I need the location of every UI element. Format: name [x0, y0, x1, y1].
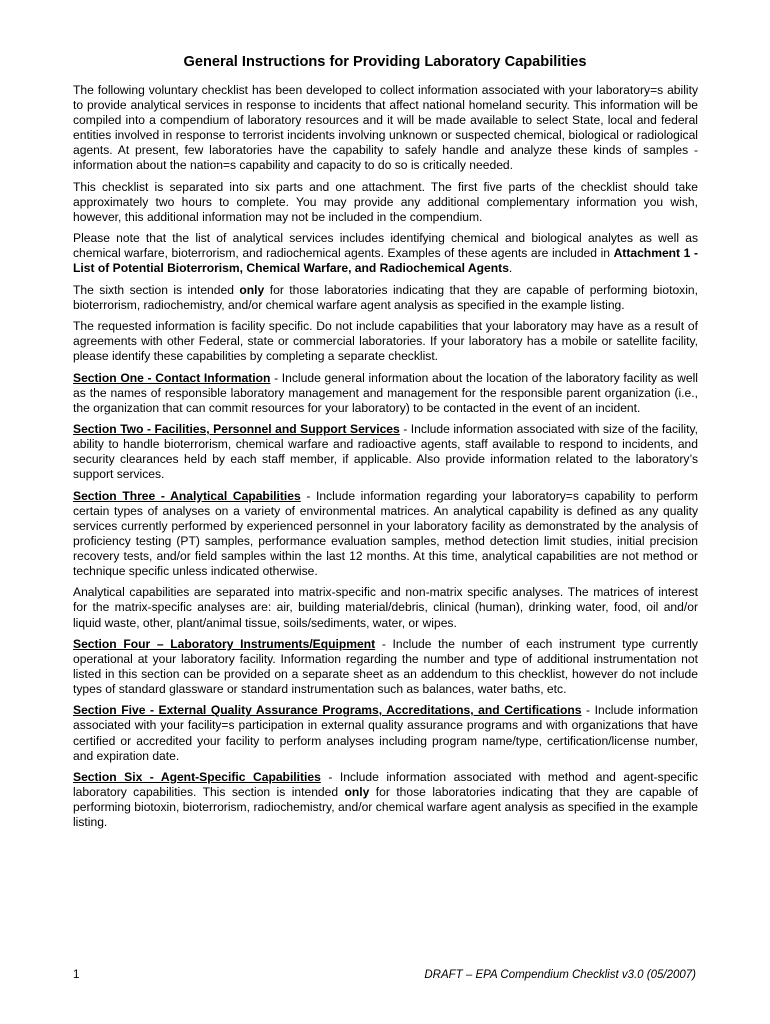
note-paragraph	[73, 231, 698, 276]
sixth-post: for those laboratories indicating that they are capable of performing biotoxin, bioterrorism, radiochemistry, and/or chemical warfare agent analysis as specified in the example listing.	[73, 282, 698, 312]
section-two-text: - Include information associated with size of the facility, ability to handle bioterrorism, chemical warfare and radioactive agents, staff available to respond to incidents, and security clearances held by each staff member, if applicable. Also provide information related to the laboratory’s support services.	[73, 422, 698, 482]
note-text: Please note that the list of analytical services includes identifying chemical and biological analytes as well as chemical warfare, bioterrorism, and radiochemical agents. Examples of these agents are included in	[73, 231, 698, 261]
section-three-heading: Section Three - Analytical Capabilities	[73, 488, 301, 503]
section-three	[73, 489, 698, 580]
matrices-paragraph: Analytical capabilities are separated into matrix-specific and non-matrix specific analyses. The matrices of interest for the matrix-specific analyses are: air, building material/debris, clinical (human), drinking water, food, oil and/or liquid waste, other, plant/animal tissue, soils/sediments, water, or wipes.	[73, 585, 698, 630]
document-body	[73, 83, 698, 836]
section-six-only: only	[344, 785, 370, 799]
facility-paragraph: The requested information is facility specific. Do not include capabilities that your laboratory may have as a result of agreements with other Federal, state or commercial laboratories. If your laboratory has a mobile or satellite facility, please identify these capabilities by completing a separate checklist.	[73, 319, 698, 364]
section-five	[73, 703, 698, 763]
section-three-text: - Include information regarding your laboratory=s capability to perform certain types of analyses on a variety of environmental matrices. An analytical capability is defined as any quality services currently performed by experienced personnel in your laboratory facility as demonstrated by the analysis of proficiency testing (PT) samples, performance evaluation samples, method detection limit studies, initial precision recovery tests, and/or field samples within the last 12 months. At this time, analytical capabilities are not method or technique specific unless indicated otherwise.	[73, 488, 698, 579]
section-five-heading: Section Five - External Quality Assurance Programs, Accreditations, and Certifications	[73, 703, 582, 718]
sixth-pre: The sixth section is intended	[73, 282, 240, 297]
note-end: .	[508, 261, 513, 276]
attachment-reference: Attachment 1 - List of Potential Bioterrorism, Chemical Warfare, and Radiochemical Agents	[73, 246, 698, 276]
intro-paragraph: The following voluntary checklist has been developed to collect information associated with your laboratory=s ability to provide analytical services in response to incidents that affect national homeland security. This information will be compiled into a compendium of laboratory resources and it will be made available to select State, local and federal entities involved in response to terrorist incidents involving unknown or suspected chemical, biological or radiological agents. At present, few laboratories have the capability to safely handle and analyze these kinds of samples - information about the nation=s capability and capacity to do so is critically needed.	[73, 83, 698, 173]
section-two	[73, 422, 698, 482]
sixth-section-paragraph	[73, 283, 698, 313]
section-one-text: - Include general information about the location of the laboratory facility as well as the names of responsible laboratory management and management for the responsible parent organization (i.e., the organization that can commit resources for your laboratory) to be contacted in the event of an incident.	[73, 370, 698, 415]
section-four-text: - Include the number of each instrument type currently operational at your laboratory facility. Information regarding the number and type of additional instrumentation not listed in this section can be provided on a separate sheet as an addendum to this checklist, however do not include types of standard glassware or standard instrumentation such as balances, water baths, etc.	[73, 636, 698, 697]
structure-paragraph: This checklist is separated into six parts and one attachment. The first five parts of the checklist should take approximately two hours to complete. You may provide any additional complementary information you wish, however, this additional information may not be included in the compendium.	[73, 179, 698, 224]
section-six	[73, 770, 698, 830]
section-five-text: - Include information associated with your facility=s participation in external quality assurance programs and with organizations that have certified or accredited your facility to perform analyses including program name/type, certification/license number, and expiration date.	[73, 703, 699, 763]
footer-draft-label: DRAFT – EPA Compendium Checklist v3.0 (05/2007)	[424, 969, 696, 981]
section-six-heading: Section Six - Agent-Specific Capabilities	[73, 769, 321, 784]
section-four-heading: Section Four – Laboratory Instruments/Equipment	[73, 636, 376, 651]
section-four	[73, 637, 698, 697]
only-emphasis: only	[239, 282, 265, 297]
page-title: General Instructions for Providing Laboratory Capabilities	[183, 54, 587, 70]
section-six-post: for those laboratories indicating that they are capable of performing biotoxin, bioterrorism, radiochemistry, and/or chemical warfare agent analysis as specified in the example listing.	[73, 785, 699, 830]
section-six-pre: - Include information associated with method and agent-specific laboratory capabilities. This section is intended	[73, 769, 698, 799]
section-one-heading: Section One - Contact Information	[73, 370, 271, 385]
page-number: 1	[73, 969, 80, 981]
section-two-heading: Section Two - Facilities, Personnel and Support Services	[73, 422, 400, 436]
section-one	[73, 371, 698, 416]
